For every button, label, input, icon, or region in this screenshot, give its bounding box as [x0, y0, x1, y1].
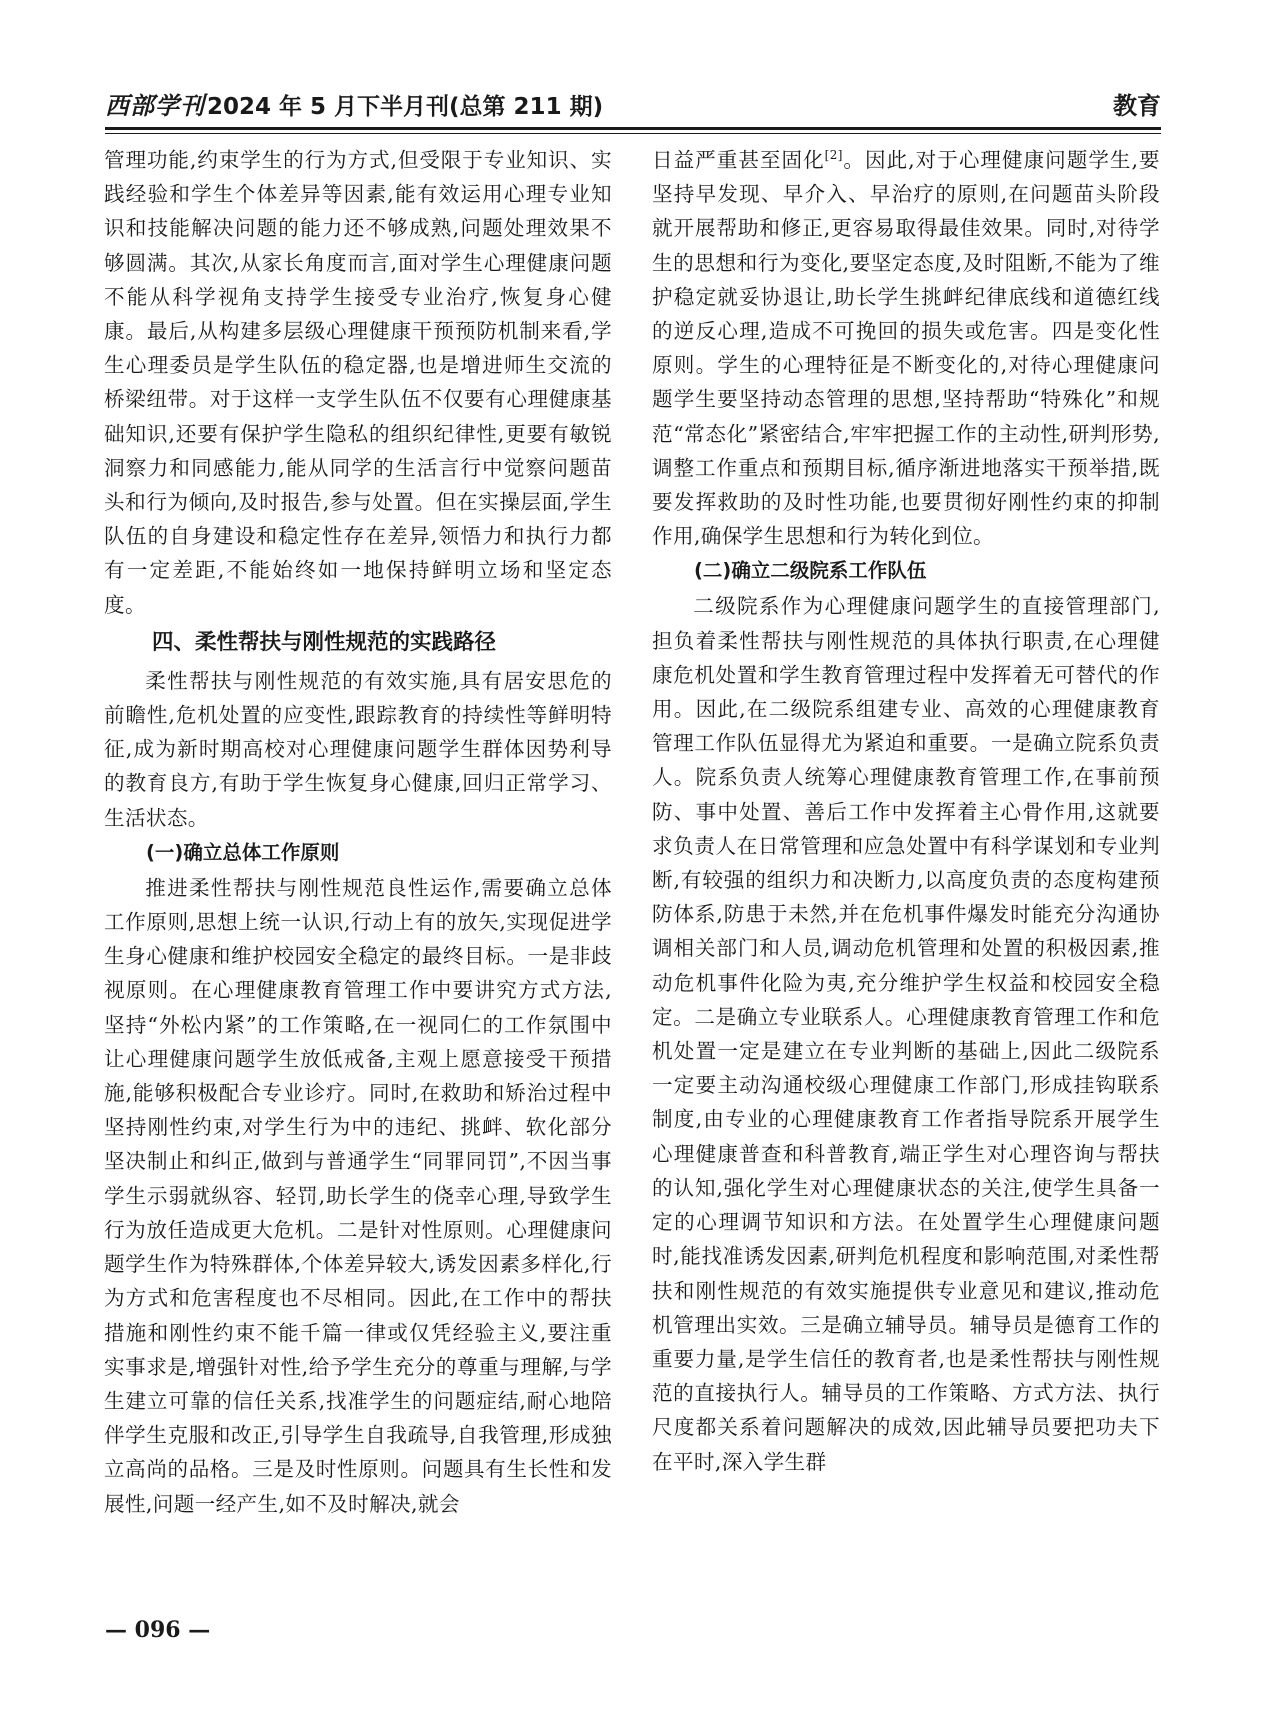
body-paragraph — [652, 143, 1160, 553]
subsection-heading: (二)确立二级院系工作队伍 — [694, 559, 927, 583]
body-paragraph: 二级院系作为心理健康问题学生的直接管理部门,担负着柔性帮扶与刚性规范的具体执行职责,在心理健康危机处置和学生教育管理过程中发挥着无可替代的作用。因此,在二级院系组建专业、高效的心理健康教育管理工作队伍显得尤为紧迫和重要。一是确立院系负责人。院系负责人统筹心理健康教育管理工作,在事前预防、事中处置、善后工作中发挥着主心骨作用,这就要求负责人在日常管理和应急处置中有科学谋划和专业判断,有较强的组织力和决断力,以高度负责的态度构建预防体系,防患于未然,并在危机事件爆发时能充分沟通协调相关部门和人员,调动危机管理和处置的积极因素,推动危机事件化险为夷,充分维护学生权益和校园安全稳定。二是确立专业联系人。心理健康教育管理工作和危机处置一定是建立在专业判断的基础上,因此二级院系一定要主动沟通校级心理健康工作部门,形成挂钩联系制度,由专业的心理健康教育工作者指导院系开展学生心理健康普查和科普教育,端正学生对心理咨询与帮扶的认知,强化学生对心理健康状态的关注,使学生具备一定的心理调节知识和方法。在处置学生心理健康问题时,能找准诱发因素,研判危机程度和影响范围,对柔性帮扶和刚性规范的有效实施提供专业意见和建议,推动危机管理出实效。三是确立辅导员。辅导员是德育工作的重要力量,是学生信任的教育者,也是柔性帮扶与刚性规范的直接执行人。辅导员的工作策略、方式方法、执行尺度都关系着问题解决的成效,因此辅导员要把功夫下在平时,深入学生群 — [652, 594, 1160, 1474]
right-column — [652, 143, 1160, 1479]
reference-marker: [2] — [824, 148, 843, 163]
left-column — [104, 143, 612, 1521]
section-label: 教育 — [1113, 92, 1161, 120]
paragraph-text: 。因此,对于心理健康问题学生,要坚持早发现、早介入、早治疗的原则,在问题苗头阶段就开展帮助和修正,更容易取得最佳效果。同时,对待学生的思想和行为变化,要坚定态度,及时阻断,不能为了维护稳定就妥协退让,助长学生挑衅纪律底线和道德红线的逆反心理,造成不可挽回的损失或危害。四是变化性原则。学生的心理特征是不断变化的,对待心理健康问题学生要坚持动态管理的思想,坚持帮助“特殊化”和规范“常态化”紧密结合,牢牢把握工作的主动性,研判形势,调整工作重点和预期目标,循序渐进地落实干预举措,既要发挥救助的及时性功能,也要贯彻好刚性约束的抑制作用,确保学生思想和行为转化到位。 — [652, 148, 1160, 549]
section-heading: 四、柔性帮扶与刚性规范的实践路径 — [152, 629, 497, 655]
page-number: — 096 — — [105, 1617, 211, 1643]
header-rule-thin — [105, 133, 1161, 134]
page-header — [105, 86, 1161, 126]
body-paragraph: 管理功能,约束学生的行为方式,但受限于专业知识、实践经验和学生个体差异等因素,能有效运用心理专业知识和技能解决问题的能力还不够成熟,问题处理效果不够圆满。其次,从家长角度而言,面对学生心理健康问题不能从科学视角支持学生接受专业治疗,恢复身心健康。最后,从构建多层级心理健康干预预防机制来看,学生心理委员是学生队伍的稳定器,也是增进师生交流的桥梁纽带。对于这样一支学生队伍不仅要有心理健康基础知识,还要有保护学生隐私的组织纪律性,更要有敏锐洞察力和同感能力,能从同学的生活言行中觉察问题苗头和行为倾向,及时报告,参与处置。但在实操层面,学生队伍的自身建设和稳定性存在差异,领悟力和执行力都有一定差距,不能始终如一地保持鲜明立场和坚定态度。 — [104, 148, 612, 617]
body-paragraph: 柔性帮扶与刚性规范的有效实施,具有居安思危的前瞻性,危机处置的应变性,跟踪教育的持续性等鲜明特征,成为新时期高校对心理健康问题学生群体因势利导的教育良方,有助于学生恢复身心健康,回归正常学习、生活状态。 — [104, 668, 612, 830]
subsection-heading: (一)确立总体工作原则 — [146, 840, 340, 864]
paragraph-text: 日益严重甚至固化 — [652, 148, 825, 172]
journal-issue-line — [105, 86, 603, 127]
body-paragraph: 推进柔性帮扶与刚性规范良性运作,需要确立总体工作原则,思想上统一认识,行动上有的放矢,实现促进学生身心健康和维护校园安全稳定的最终目标。一是非歧视原则。在心理健康教育管理工作中要讲究方式方法,坚持“外松内紧”的工作策略,在一视同仁的工作氛围中让心理健康问题学生放低戒备,主观上愿意接受干预措施,能够积极配合专业诊疗。同时,在救助和矫治过程中坚持刚性约束,对学生行为中的违纪、挑衅、软化部分坚决制止和纠正,做到与普通学生“同罪同罚”,不因当事学生示弱就纵容、轻罚,助长学生的侥幸心理,导致学生行为放任造成更大危机。二是针对性原则。心理健康问题学生作为特殊群体,个体差异较大,诱发因素多样化,行为方式和危害程度也不尽相同。因此,在工作中的帮扶措施和刚性约束不能千篇一律或仅凭经验主义,要注重实事求是,增强针对性,给予学生充分的尊重与理解,与学生建立可靠的信任关系,找准学生的问题症结,耐心地陪伴学生克服和改正,引导学生自我疏导,自我管理,形成独立高尚的品格。三是及时性原则。问题具有生长性和发展性,问题一经产生,如不及时解决,就会 — [104, 875, 612, 1516]
journal-logo: 西部学刊 — [105, 91, 205, 120]
issue-info: 2024 年 5 月下半月刊(总第 211 期) — [207, 94, 604, 120]
header-rule — [105, 127, 1161, 130]
